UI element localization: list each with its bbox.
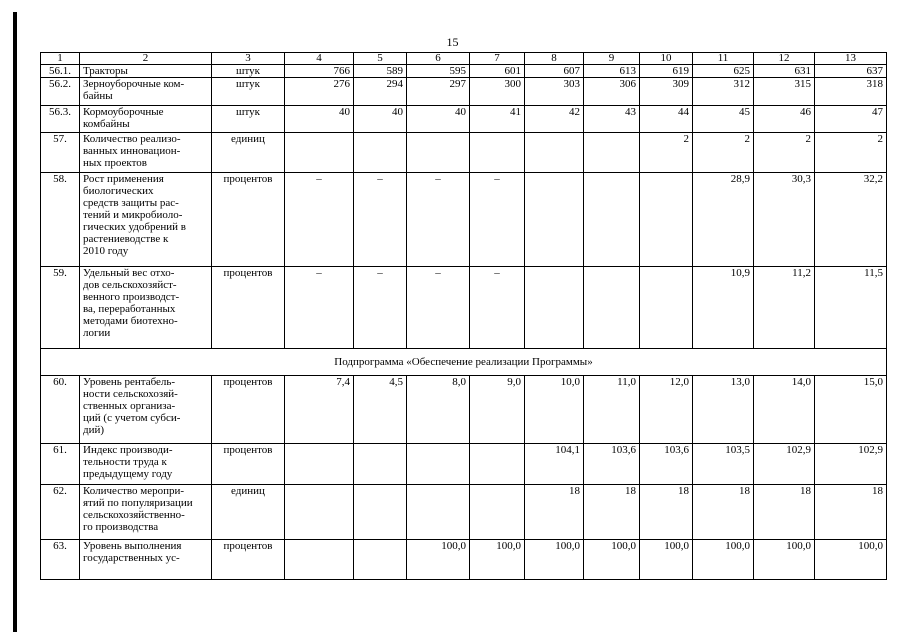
indicator-name-cell: Количество реализо- ванных инновацион- ных проектов bbox=[80, 133, 212, 173]
value-cell bbox=[285, 444, 354, 485]
value-cell: 10,9 bbox=[693, 267, 754, 349]
table-row bbox=[41, 540, 887, 580]
table-row bbox=[41, 485, 887, 540]
unit-cell: процентов bbox=[212, 267, 285, 349]
value-cell bbox=[354, 540, 407, 580]
table-row bbox=[41, 173, 887, 267]
value-cell: 4,5 bbox=[354, 376, 407, 444]
value-cell: 42 bbox=[525, 106, 584, 133]
value-cell: 46 bbox=[754, 106, 815, 133]
column-number-cell: 2 bbox=[80, 53, 212, 65]
unit-cell: штук bbox=[212, 78, 285, 106]
value-cell: 613 bbox=[584, 65, 640, 78]
column-number-cell: 3 bbox=[212, 53, 285, 65]
value-cell: 601 bbox=[470, 65, 525, 78]
value-cell bbox=[470, 133, 525, 173]
unit-cell: единиц bbox=[212, 485, 285, 540]
value-cell bbox=[584, 133, 640, 173]
value-cell bbox=[285, 540, 354, 580]
value-cell bbox=[525, 267, 584, 349]
value-cell: 766 bbox=[285, 65, 354, 78]
value-cell: 30,3 bbox=[754, 173, 815, 267]
value-cell: – bbox=[407, 267, 470, 349]
value-cell bbox=[285, 133, 354, 173]
value-cell: 43 bbox=[584, 106, 640, 133]
value-cell: 303 bbox=[525, 78, 584, 106]
value-cell: 300 bbox=[470, 78, 525, 106]
value-cell bbox=[470, 485, 525, 540]
table-row bbox=[41, 65, 887, 78]
value-cell: – bbox=[470, 173, 525, 267]
value-cell: 297 bbox=[407, 78, 470, 106]
table-row bbox=[41, 376, 887, 444]
value-cell: 619 bbox=[640, 65, 693, 78]
value-cell: 41 bbox=[470, 106, 525, 133]
value-cell: 9,0 bbox=[470, 376, 525, 444]
value-cell: 607 bbox=[525, 65, 584, 78]
value-cell: 40 bbox=[285, 106, 354, 133]
value-cell: 28,9 bbox=[693, 173, 754, 267]
value-cell: 44 bbox=[640, 106, 693, 133]
column-number-cell: 6 bbox=[407, 53, 470, 65]
indicator-name-cell: Уровень рентабель- ности сельскохозяй- ственных организа- ций (с учетом субси- дий) bbox=[80, 376, 212, 444]
value-cell: 625 bbox=[693, 65, 754, 78]
indicator-name-cell: Уровень выполнения государственных ус- bbox=[80, 540, 212, 580]
value-cell: 2 bbox=[754, 133, 815, 173]
column-number-cell: 13 bbox=[815, 53, 887, 65]
unit-cell: штук bbox=[212, 65, 285, 78]
value-cell: 100,0 bbox=[584, 540, 640, 580]
column-number-cell: 10 bbox=[640, 53, 693, 65]
row-number-cell: 56.1. bbox=[41, 65, 80, 78]
row-number-cell: 59. bbox=[41, 267, 80, 349]
unit-cell: единиц bbox=[212, 133, 285, 173]
value-cell bbox=[640, 267, 693, 349]
indicator-name-cell: Удельный вес отхо- дов сельскохозяйст- венного производст- ва, переработанных методами биотехно- логии bbox=[80, 267, 212, 349]
value-cell: 276 bbox=[285, 78, 354, 106]
value-cell: 631 bbox=[754, 65, 815, 78]
value-cell: 11,5 bbox=[815, 267, 887, 349]
value-cell: 18 bbox=[584, 485, 640, 540]
value-cell: 315 bbox=[754, 78, 815, 106]
row-number-cell: 58. bbox=[41, 173, 80, 267]
value-cell: 18 bbox=[693, 485, 754, 540]
table-row bbox=[41, 267, 887, 349]
value-cell: 15,0 bbox=[815, 376, 887, 444]
value-cell: 100,0 bbox=[815, 540, 887, 580]
value-cell: – bbox=[354, 267, 407, 349]
value-cell: – bbox=[354, 173, 407, 267]
section-title: Подпрограмма «Обеспечение реализации Программы» bbox=[41, 349, 887, 376]
indicator-name-cell: Рост применения биологических средств защиты рас- тений и микробиоло- гических удобрений в растениеводстве к 2010 году bbox=[80, 173, 212, 267]
value-cell bbox=[285, 485, 354, 540]
value-cell: 103,6 bbox=[640, 444, 693, 485]
row-number-cell: 63. bbox=[41, 540, 80, 580]
table-row bbox=[41, 444, 887, 485]
unit-cell: штук bbox=[212, 106, 285, 133]
value-cell: – bbox=[285, 173, 354, 267]
value-cell: 595 bbox=[407, 65, 470, 78]
column-number-cell: 7 bbox=[470, 53, 525, 65]
page-edge-bar bbox=[13, 12, 17, 632]
value-cell: 103,5 bbox=[693, 444, 754, 485]
value-cell: 40 bbox=[354, 106, 407, 133]
value-cell: 102,9 bbox=[815, 444, 887, 485]
indicator-name-cell: Кормоуборочные комбайны bbox=[80, 106, 212, 133]
column-number-cell: 8 bbox=[525, 53, 584, 65]
section-row bbox=[41, 349, 887, 376]
value-cell: 2 bbox=[815, 133, 887, 173]
value-cell: 100,0 bbox=[754, 540, 815, 580]
page-number: 15 bbox=[446, 35, 459, 49]
value-cell: 2 bbox=[640, 133, 693, 173]
value-cell bbox=[407, 444, 470, 485]
value-cell bbox=[640, 173, 693, 267]
indicator-name-cell: Количество меропри- ятий по популяризации сельскохозяйственно- го производства bbox=[80, 485, 212, 540]
value-cell: 309 bbox=[640, 78, 693, 106]
value-cell: 40 bbox=[407, 106, 470, 133]
row-number-cell: 56.3. bbox=[41, 106, 80, 133]
value-cell bbox=[354, 444, 407, 485]
value-cell: 100,0 bbox=[470, 540, 525, 580]
value-cell: 312 bbox=[693, 78, 754, 106]
unit-cell: процентов bbox=[212, 376, 285, 444]
row-number-cell: 56.2. bbox=[41, 78, 80, 106]
column-number-cell: 5 bbox=[354, 53, 407, 65]
value-cell: 100,0 bbox=[640, 540, 693, 580]
value-cell bbox=[584, 267, 640, 349]
unit-cell: процентов bbox=[212, 540, 285, 580]
value-cell bbox=[354, 485, 407, 540]
value-cell: 2 bbox=[693, 133, 754, 173]
row-number-cell: 62. bbox=[41, 485, 80, 540]
row-number-cell: 60. bbox=[41, 376, 80, 444]
value-cell: 100,0 bbox=[693, 540, 754, 580]
value-cell: – bbox=[285, 267, 354, 349]
value-cell: 7,4 bbox=[285, 376, 354, 444]
column-number-cell: 4 bbox=[285, 53, 354, 65]
indicator-table bbox=[40, 52, 887, 580]
value-cell: 18 bbox=[640, 485, 693, 540]
value-cell: 18 bbox=[754, 485, 815, 540]
value-cell: 32,2 bbox=[815, 173, 887, 267]
value-cell: 100,0 bbox=[407, 540, 470, 580]
table-row bbox=[41, 133, 887, 173]
column-number-cell: 11 bbox=[693, 53, 754, 65]
value-cell: 306 bbox=[584, 78, 640, 106]
value-cell: 14,0 bbox=[754, 376, 815, 444]
value-cell: 104,1 bbox=[525, 444, 584, 485]
indicator-name-cell: Тракторы bbox=[80, 65, 212, 78]
column-number-cell: 9 bbox=[584, 53, 640, 65]
value-cell: 10,0 bbox=[525, 376, 584, 444]
value-cell: 637 bbox=[815, 65, 887, 78]
value-cell: 294 bbox=[354, 78, 407, 106]
value-cell bbox=[407, 133, 470, 173]
row-number-cell: 61. bbox=[41, 444, 80, 485]
value-cell: 11,2 bbox=[754, 267, 815, 349]
value-cell bbox=[525, 133, 584, 173]
value-cell: 589 bbox=[354, 65, 407, 78]
unit-cell: процентов bbox=[212, 173, 285, 267]
indicator-name-cell: Зерноуборочные ком- байны bbox=[80, 78, 212, 106]
row-number-cell: 57. bbox=[41, 133, 80, 173]
column-number-cell: 12 bbox=[754, 53, 815, 65]
value-cell bbox=[584, 173, 640, 267]
value-cell bbox=[470, 444, 525, 485]
value-cell: 13,0 bbox=[693, 376, 754, 444]
value-cell: 102,9 bbox=[754, 444, 815, 485]
value-cell: 18 bbox=[815, 485, 887, 540]
value-cell: 11,0 bbox=[584, 376, 640, 444]
value-cell: 100,0 bbox=[525, 540, 584, 580]
value-cell: – bbox=[407, 173, 470, 267]
value-cell: – bbox=[470, 267, 525, 349]
value-cell bbox=[354, 133, 407, 173]
value-cell: 318 bbox=[815, 78, 887, 106]
table-row bbox=[41, 78, 887, 106]
value-cell: 45 bbox=[693, 106, 754, 133]
value-cell: 47 bbox=[815, 106, 887, 133]
value-cell: 18 bbox=[525, 485, 584, 540]
table-row bbox=[41, 106, 887, 133]
value-cell: 8,0 bbox=[407, 376, 470, 444]
column-number-cell: 1 bbox=[41, 53, 80, 65]
unit-cell: процентов bbox=[212, 444, 285, 485]
value-cell: 103,6 bbox=[584, 444, 640, 485]
value-cell bbox=[407, 485, 470, 540]
indicator-name-cell: Индекс производи- тельности труда к предыдущему году bbox=[80, 444, 212, 485]
column-number-row bbox=[41, 53, 887, 65]
value-cell: 12,0 bbox=[640, 376, 693, 444]
value-cell bbox=[525, 173, 584, 267]
